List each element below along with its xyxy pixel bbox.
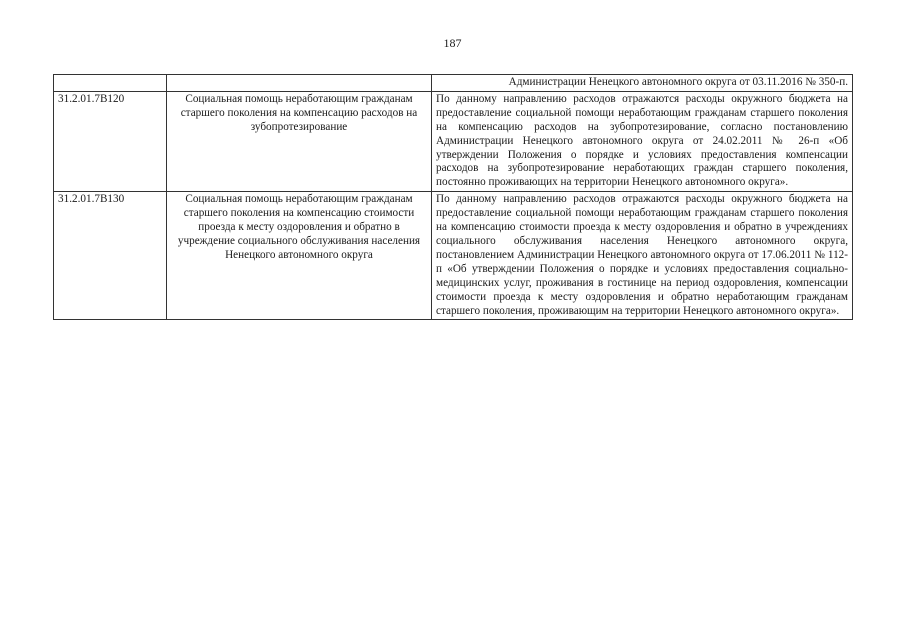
name-cell	[167, 75, 432, 92]
code-cell	[54, 75, 167, 92]
table-row-continuation	[54, 75, 853, 92]
page-number: 187	[443, 36, 462, 50]
code-cell: 31.2.01.7В120	[54, 91, 167, 191]
description-cell: По данному направлению расходов отражаются расходы окружного бюджета на предоставление социальной помощи неработающим гражданам старшего поколения на компенсацию стоимости проезда к месту оздоровления и обратно в учреждениях социального обслуживания населения Ненецкого автономного округа, постановлением Администрации Ненецкого автономного округа от 17.06.2011 № 112-п «Об утверждении Положения о порядке и условиях предоставления социально-медицинских услуг, проживания в гостинице на период оздоровления, компенсации стоимости проезда к месту оздоровления и обратно неработающим гражданам старшего поколения, проживающим на территории Ненецкого автономного округа».	[432, 192, 853, 320]
name-cell: Социальная помощь неработающим гражданам старшего поколения на компенсацию расходов на зубопротезирование	[167, 91, 432, 191]
table-row	[54, 91, 853, 191]
table-row	[54, 192, 853, 320]
budget-classification-table	[53, 74, 853, 320]
description-cell: По данному направлению расходов отражаются расходы окружного бюджета на предоставление социальной помощи неработающим гражданам старшего поколения на компенсацию расходов на зубопротезирование, согласно постановлению Администрации Ненецкого автономного округа от 24.02.2011 № 26-п «Об утверждении Положения о порядке и условиях предоставления компенсации расходов на зубопротезирование неработающих граждан старшего поколения, постоянно проживающих на территории Ненецкого автономного округа».	[432, 91, 853, 191]
code-cell: 31.2.01.7В130	[54, 192, 167, 320]
name-cell: Социальная помощь неработающим гражданам старшего поколения на компенсацию стоимости проезда к месту оздоровления и обратно в учреждение социального обслуживания населения Ненецкого автономного округа	[167, 192, 432, 320]
description-cell: Администрации Ненецкого автономного округа от 03.11.2016 № 350-п.	[432, 75, 853, 92]
